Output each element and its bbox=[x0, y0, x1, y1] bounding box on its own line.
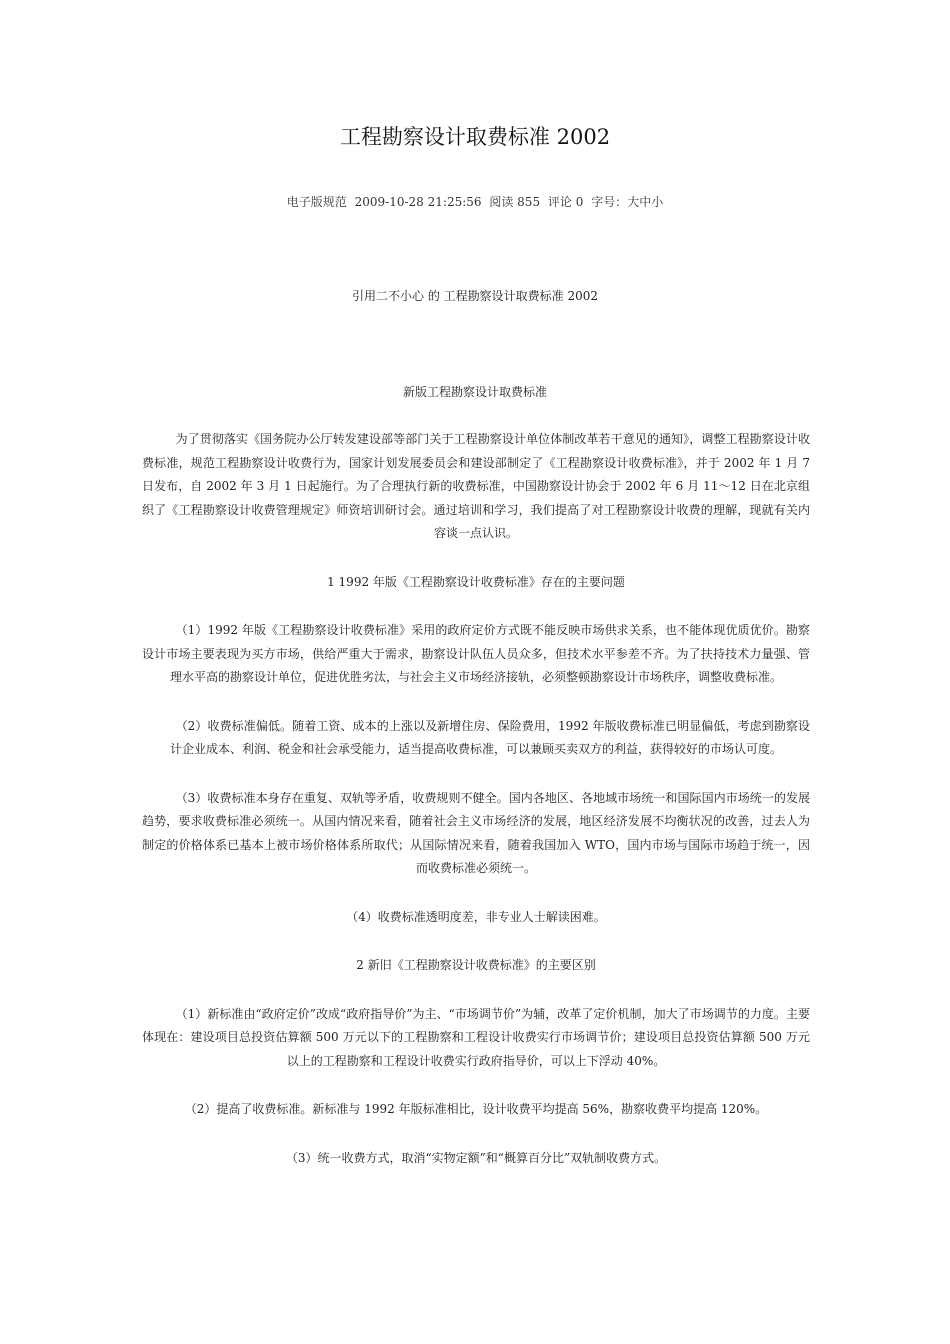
quote-line: 引用二不小心 的 工程勘察设计取费标准 2002 bbox=[352, 289, 598, 303]
section-1-item-2: （2）收费标准偏低。随着工资、成本的上涨以及新增住房、保险费用，1992 年版收费标准已明显偏低，考虑到勘察设计企业成本、利润、税金和社会承受能力，适当提高收费标准，可以兼顾买卖双方的利益，获得较好的市场认可度。 bbox=[169, 718, 810, 756]
section-2-heading: 2 新旧《工程勘察设计收费标准》的主要区别 bbox=[356, 958, 596, 972]
intro-paragraph: 为了贯彻落实《国务院办公厅转发建设部等部门关于工程勘察设计单位体制改革若干意见的通知》，调整工程勘察设计收费标准，规范工程勘察设计收费行为，国家计划发展委员会和建设部制定了《工程勘察设计收费标准》，并于 2002 年 1 月 7 日发布，自 2002 年 3 月 1 日起施行。为了合理执行新的收费标准，中国勘察设计协会于 2002 年 6 月 11～12 日在北京组织了《工程勘察设计收费管理规定》师资培训研讨会。通过培训和学习，我们提高了对工程勘察设计收费的理解，现就有关内容谈一点认识。 bbox=[142, 432, 810, 540]
meta-font-size: 字号：大中小 bbox=[591, 195, 664, 209]
document-body bbox=[142, 428, 810, 1170]
article-meta bbox=[0, 192, 950, 212]
section-1-item-4: （4）收费标准透明度差，非专业人士解读困难。 bbox=[346, 909, 606, 924]
section-2-item-3: （3）统一收费方式，取消“实物定额”和“概算百分比”双轨制收费方式。 bbox=[285, 1150, 667, 1165]
page-title: 工程勘察设计取费标准 2002 bbox=[339, 125, 611, 149]
section-2-item-1: （1）新标准由“政府定价”改成“政府指导价”为主、“市场调节价”为辅，改革了定价机制，加大了市场调节的力度。主要体现在：建设项目总投资估算额 500 万元以下的工程勘察和工程设计收费实行市场调节价；建设项目总投资估算额 500 万元以上的工程勘察和工程设计收费实行政府指导价，可以上下浮动 40%。 bbox=[142, 1006, 810, 1068]
meta-reads: 阅读 855 bbox=[489, 195, 541, 209]
meta-comments: 评论 0 bbox=[547, 195, 584, 209]
document-subtitle: 新版工程勘察设计取费标准 bbox=[402, 385, 547, 399]
section-1-item-3: （3）收费标准本身存在重复、双轨等矛盾，收费规则不健全。国内各地区、各地域市场统一和国际国内市场统一的发展趋势，要求收费标准必须统一。从国内情况来看，随着社会主义市场经济的发展，地区经济发展不均衡状况的改善，过去人为制定的价格体系已基本上被市场价格体系所取代；从国际情况来看，随着我国加入 WTO，国内市场与国际市场趋于统一，因而收费标准必须统一。 bbox=[142, 790, 810, 875]
section-1-item-1: （1）1992 年版《工程勘察设计收费标准》采用的政府定价方式既不能反映市场供求关系，也不能体现优质优价。勘察设计市场主要表现为买方市场，供给严重大于需求，勘察设计队伍人员众多，但技术水平参差不齐。为了扶持技术力量强、管理水平高的勘察设计单位，促进优胜劣汰，与社会主义市场经济接轨，必须整顿勘察设计市场秩序，调整收费标准。 bbox=[142, 623, 810, 684]
section-2-item-2: （2）提高了收费标准。新标准与 1992 年版标准相比，设计收费平均提高 56%，勘察收费平均提高 120%。 bbox=[184, 1102, 768, 1116]
meta-datetime: 2009-10-28 21:25:56 bbox=[354, 195, 482, 209]
meta-category: 电子版规范 bbox=[286, 195, 347, 209]
section-1-heading: 1 1992 年版《工程勘察设计收费标准》存在的主要问题 bbox=[327, 574, 625, 589]
